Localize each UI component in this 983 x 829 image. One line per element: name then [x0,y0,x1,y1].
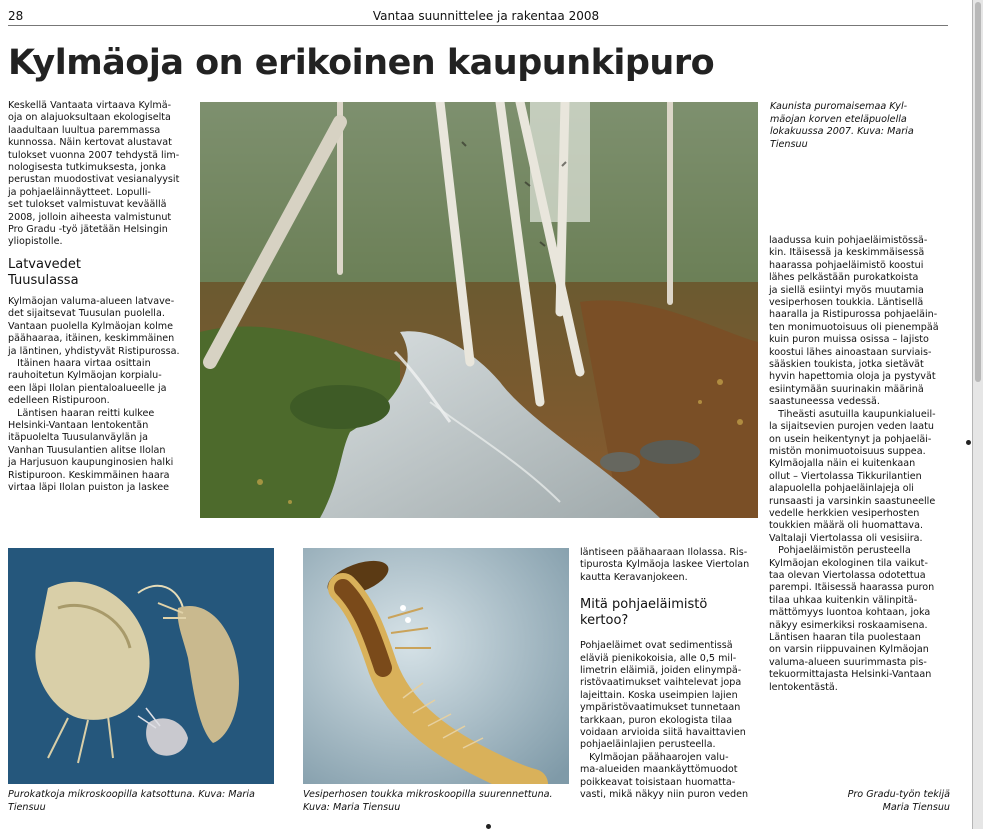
amphipod-photo-caption: Purokatkoja mikroskoopilla katsottuna. Kuva: Maria Tiensuu [8,789,255,813]
forest-photo-caption-block [770,101,960,151]
column-2-body: Pohjaeläimet ovat sedimentissä eläviä pienikokoisia, alle 0,5 mil- limetrin eläimiä, joiden elinympä- ristövaatimukset vaihtelevat jopa lajeittain. Koska useimpien lajien ympäristövaatimukset tunnetaan tarkkaan, puron ekologista tilaa voidaan arvioida siitä havaittavien pohjaeläinlajien perusteella. Kylmäojan päähaarojen valu- ma-alueiden maankäyttömuodot poikkeavat toisistaan huomatta- vasti, mikä näkyy niin puron veden [580,640,749,801]
byline-block [790,789,950,814]
amphipod-photo [8,548,274,784]
page-number: 28 [8,9,24,23]
forest-photo-caption: Kaunista puromaisemaa Kyl- mäojan korven eteläpuolella lokakuussa 2007. Kuva: Maria Tiensuu [770,101,914,150]
subhead-pohjaelaimisto: Mitä pohjaeläimistö kertoo? [580,597,708,629]
column-1 [8,100,196,494]
column-2-lead: läntiseen päähaaraan Ilolassa. Ris- tipurosta Kylmäoja laskee Viertolan kautta Keravanjokeen. [580,547,750,583]
larva-photo-caption: Vesiperhosen toukka mikroskoopilla suurennettuna. Kuva: Maria Tiensuu [303,789,553,813]
subhead-latvavedet: Latvavedet Tuusulassa [8,256,82,288]
column-3 [769,235,964,694]
page-edge-marker [966,440,971,445]
header-rule [8,25,948,26]
byline: Pro Gradu-työn tekijä Maria Tiensuu [847,789,950,813]
scrollbar-thumb[interactable] [975,2,981,382]
caddisfly-larva-photo [303,548,569,784]
column-1-body: Kylmäojan valuma-alueen latvave- det sijaitsevat Tuusulan puolella. Vantaan puolella Kylmäojan kolme päähaaraa, itäinen, keskimmäinen ja läntinen, yhdistyvät Ristipurossa. Itäinen haara virtaa osittain rauhoitetun Kylmäojan korpialu- een läpi Ilolan pientaloalueelle ja edelleen Ristipuroon. Läntisen haaran reitti kulkee Helsinki-Vantaan lentokentän itäpuolelta Tuusulanväylän ja Vanhan Tuusulantien alitse Ilolan ja Harjusuon kaupunginosien halki Ristipuroon. Keskimmäinen haara virtaa läpi Ilolan puiston ja laskee [8,295,180,493]
article-headline: Kylmäoja on erikoinen kaupunkipuro [8,43,715,83]
larva-caption-block [303,789,583,814]
running-head: Vantaa suunnittelee ja rakentaa 2008 [372,9,600,23]
vertical-scrollbar[interactable] [973,0,983,829]
page-edge-marker [486,824,491,829]
amphipod-caption-block [8,789,288,814]
column-3-body: laadussa kuin pohjaeläimistössä- kin. Itäisessä ja keskimmäisessä haarassa pohjaeläimistö koostui lähes pelkästään purokatkoista ja siellä esiintyi myös muutamia vesiperhosen toukkia. Läntisellä haaralla ja Ristipurossa pohjaeläin- ten monimuotoisuus oli pienempää kuin puron muissa osissa – lajisto koostui lähes ainoastaan surviais- sääskien toukista, jotka sietävät hyvin hapettomia oloja ja pystyvät esiintymään suurinakin määrinä saastuneessa vedessä. Tiheästi asutuilla kaupunkialueil- la sijaitsevien purojen veden laatu on usein heikentynyt ja pohjaeläi- mistön monimuotoisuus suppea. Kylmäojalla näin ei kuitenkaan ollut – Viertolassa Tikkurilantien alapuolella pohjaeläinlajeja oli runsaasti ja varsinkin saastuneelle vedelle herkkien vesiperhosten toukkien määrä oli huomattava. Valtalaji Viertolassa oli vesisiira. Pohjaeläimistön perusteella Kylmäojan ekologinen tila vaikut- taa olevan Viertolassa odotettua parempi. Itäisessä haarassa puron tilaa uhkaa kuitenkin välinpitä- mättömyys luontoa kohtaan, joka näkyy esimerkiksi roskaamisena. Läntisen haaran tila puolestaan on varsin riippuvainen Kylmäojan valuma-alueen suurimmasta pis- tekuormittajasta Helsinki-Vantaan lentokentästä. [769,235,939,693]
forest-stream-photo [200,102,758,518]
article-intro: Keskellä Vantaata virtaava Kylmä- oja on alajuoksultaan ekologiselta laadultaan luultua paremmassa kunnossa. Näin kertovat alustavat tulokset vuonna 2007 tehdystä lim- nologisesta tutkimuksesta, jonka perustan muodostivat vesianalyysit ja pohjaeläinnäytteet. Lopulli- set tulokset valmistuvat keväällä 2008, jolloin aiheesta valmistunut Pro Gradu -työ jätetään Helsingin yliopistolle. [8,100,180,248]
column-2-bottom [580,547,765,802]
